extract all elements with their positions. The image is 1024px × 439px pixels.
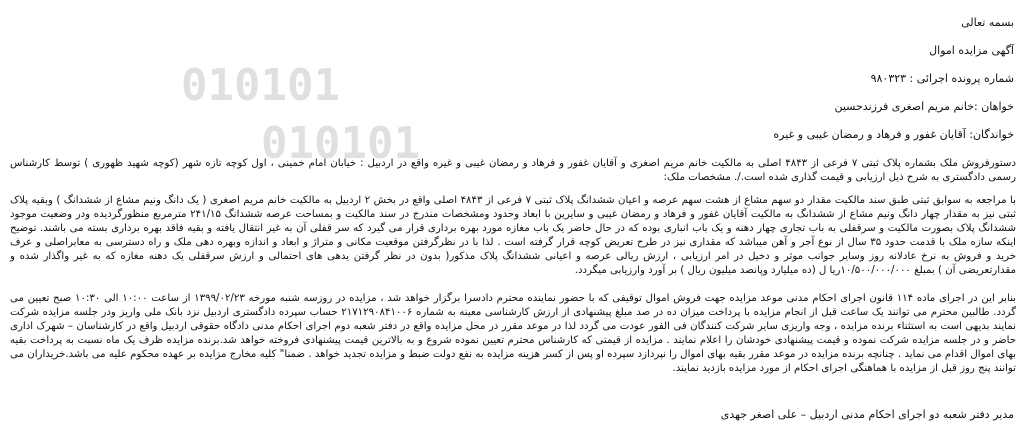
applicant-line: خواهان :خانم مریم اصغری فرزندحسین	[834, 100, 1014, 113]
defendants-line: خواندگان: آقایان غفور و فرهاد و رمضان غیبی و غیره	[773, 128, 1014, 141]
svg-text:010101: 010101	[181, 60, 340, 111]
signature-line: مدیر دفتر شعبه دو اجرای احکام مدنی اردبیل – علی اصغر جهدی	[720, 408, 1014, 421]
property-specs-paragraph: با مراجعه به سوابق ثبتی طبق سند مالکیت مقدار دو سهم مشاع از هشت سهم عرصه و اعیان ششدانگ پلاک ثبتی ۷ فرعی از ۴۸۴۳ اصلی واقع در بخش ۲ اردبیل به مالکیت خانم مریم اصغری ( یک دانگ ونیم مشاع از ششدانگ ) وبقیه پلاک ثبتی نیز به مقدار چهار دانگ ونیم مشاع از ششدانگ به مالکیت آقایان غفور و فرهاد و رمضان غیبی و سایرین با ابعاد وحدود ومشخصات مندرج در سند مالکیت و بمساحت عرصه ششدانگ ۲۴۱/۱۵ مترمربع منظورگردیده ودر وضعیت موجود ششدانگ پلاک بصورت مالکیت و سرقفلی به باب تجاری چهار دهنه و یک باب انباری بوده که در حال حاضر یک باب مغازه مورد بهره برداری قرار می گیرد که سر قفلی آن به غیر انتقال یافته و بقیه فاقد بهره برداری بسته می باشند. توضیح اینکه سازه ملک با قدمت حدود ۳۵ سال از نوع آجر و آهن میباشد که مقداری نیز در طرح تعریض کوچه قرار گرفته است . لذا با در نظرگرفتن موقعیت مکانی و متراژ و ابعاد و اندازه وبهره دهی ملک و راه دسترسی به معابراصلی و عرف خرید و فروش به نرخ عادلانه روز وسایر جوانب موثر و دخیل در امر ارزیابی ، ارزش ریالی عرصه و اعیانی ششدانگ پلاک مذکور( بدون در نظر گرفتن یدهی های احتمالی و ارزش سرقفلی یک دهنه مغازه که به غیر واگذار شده و مقدارتعریضی آن ) بمبلغ ۱۰/۵۰۰/۰۰۰/۰۰۰ریا ل (ده میلیارد وپانصد میلیون ریال ) بر آورد وارزیابی میگردد.	[10, 195, 1016, 276]
notice-title: آگهی مزایده اموال	[929, 44, 1014, 57]
intro-paragraph: دستورفروش ملک بشماره پلاک ثبتی ۷ فرعی از ۴۸۴۳ اصلی به مالکیت خانم مریم اصغری و آقایان غفور و فرهاد و رمضان غیبی و غیره واقع در اردبیل : خیابان امام خمینی ، اول کوچه تازه شهر (کوچه شهید ظهوری ) توسط کارشناس رسمی دادگستری به شرح ذیل ارزیابی و قیمت گذاری شده است./. مشخصات ملک:	[10, 158, 1016, 183]
invocation-line: بسمه تعالی	[961, 16, 1014, 29]
auction-terms-paragraph: بنابر این در اجرای ماده ۱۱۴ قانون اجرای احکام مدنی موعد مزایده جهت فروش اموال توقیفی که با حضور نماینده محترم دادسرا برگزار خواهد شد ، مزایده در روزسه شنبه مورخه ۱۳۹۹/۰۲/۲۳ از ساعت ۱۰:۰۰ الی ۱۰:۳۰ صبح تعیین می گردد. طالبین محترم می توانند یک ساعت قبل از انجام مزایده با پرداخت میزان ده در صد مبلغ پیشنهادی از ارزش کارشناسی معینه به شماره ۲۱۷۱۲۹۰۸۴۱۰۰۶ حساب سپرده دادگستری اردبیل نزد بانک ملی واریز ودر جلسه مزایده شرکت نمایند بدیهی است به استثناء برنده مزایده ، وجه واریزی سایر شرکت کنندگان فی الفور عودت می گردد لذا در موعد مقرر در محل مزایده واقع در دفتر شعبه دوم اجرای احکام مدنی دادگاه حقوقی اردبیل واقع در کارشناسان – شهرک اداری حاضر و در جلسه مزایده شرکت نموده و قیمت پیشنهادی خودشان را اعلام نمایند . مزایده از قیمتی که کارشناس محترم تعیین نموده شروع و به بالاترین قیمت پیشنهادی فروخته خواهد شد.برنده مزایده ظرف یک ماه نسبت به پرداخت بقیه بهای اموال اقدام می نماید . چنانچه برنده مزایده در موعد مقرر بقیه بهای اموال را نپردازد سپرده او پس از کسر هزینه مزایده به نفع دولت ضبط و مزایده تجدید خواهد . ضمنا" کلیه مخارج مزایده بر عهده محکوم علیه می باشد.خریداران می توانند پنج روز قبل از مزایده با هماهنگی اجرای احکام از مورد مزایده بازدید نمایند.	[10, 293, 1017, 374]
svg-text:010101: 010101	[261, 118, 420, 169]
file-number: شماره پرونده اجرائی : ۹۸۰۳۲۳	[870, 72, 1014, 85]
